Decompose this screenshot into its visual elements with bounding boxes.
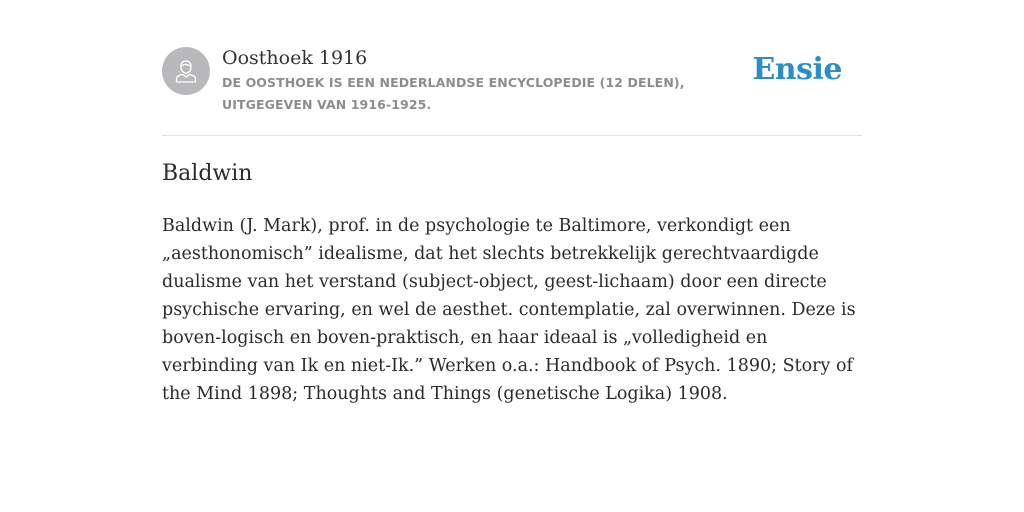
source-description: DE OOSTHOEK IS EEN NEDERLANDSE ENCYCLOPEDIE (12 DELEN), UITGEGEVEN VAN 1916-1925. bbox=[222, 75, 685, 112]
entry-body: Baldwin (J. Mark), prof. in de psychologie te Baltimore, verkondigt een „aesthonomisch” idealisme, dat het slechts betrekkelijk gerechtvaardigde dualisme van het verstand (subject-object, geest-lichaam) door een directe psychische ervaring, en wel de aesthet. contemplatie, zal overwinnen. Deze is boven-logisch en boven-praktisch, en haar ideaal is „volledigheid en verbinding van Ik en niet-Ik.” Werken o.a.: Handbook of Psych. 1890; Story of the Mind 1898; Thoughts and Things (genetische Logika) 1908. bbox=[162, 216, 856, 404]
source-header bbox=[162, 46, 862, 116]
source-title[interactable]: Oosthoek 1916 bbox=[222, 47, 368, 69]
header-divider bbox=[162, 135, 862, 136]
source-avatar[interactable] bbox=[162, 47, 210, 95]
user-outline-icon bbox=[171, 56, 201, 86]
entry-title: Baldwin bbox=[162, 161, 253, 186]
ensie-logo[interactable]: Ensie bbox=[752, 52, 842, 87]
